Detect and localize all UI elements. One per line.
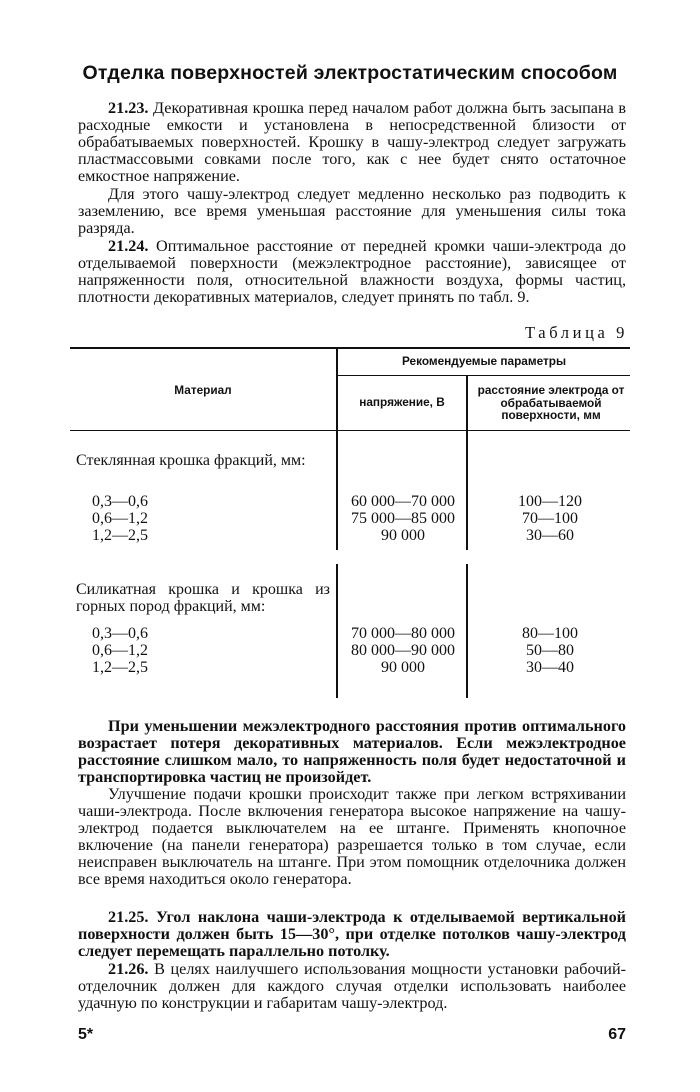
table-column-rule-2 [466, 376, 468, 550]
header-voltage: напряжение, В [359, 395, 445, 409]
table-label: Таблица 9 [525, 323, 628, 342]
paragraph-21-26 [78, 961, 626, 1012]
header-recommended-params: Рекомендуемые параметры [401, 354, 567, 368]
clause-number: 21.25. [108, 908, 149, 926]
paragraph-grounding: Для этого чашу-электрод следует медленно несколько раз подводить к заземлению, все время уменьшая расстояние для уменьшения силы тока разряда. [78, 185, 626, 238]
paragraph-21-24 [78, 238, 626, 306]
table-top-rule [70, 347, 630, 349]
section-title: Отделка поверхностей электростатическим способом [82, 62, 618, 84]
signature-mark: 5* [78, 1026, 94, 1043]
distance-cell: 70—100 [522, 510, 578, 527]
fraction-cell: 1,2—2,5 [92, 527, 148, 544]
voltage-cell: 80 000—90 000 [351, 642, 455, 659]
voltage-cell: 60 000—70 000 [351, 493, 455, 510]
paragraph-text: Декоративная крошка перед началом работ должна быть засыпана в расходные емкости и установлена в непосредственной близости от обрабатываемых поверхностей. Крошку в чашу-электрод следует загружать пластмассовыми совками после того, как с нее будет снято остаточное емкостное напряжение. [78, 99, 626, 186]
clause-number: 21.23. [108, 99, 149, 117]
table-header-rule [70, 430, 630, 431]
header-material: Материал [174, 383, 232, 397]
page-number: 67 [608, 1026, 626, 1043]
table-column-rule-1 [336, 349, 338, 550]
fraction-cell: 0,3—0,6 [92, 625, 148, 642]
paragraph-text: Оптимальное расстояние от передней кромки чаши-электрода до отделываемой поверхности (межэлектродное расстояние), зависящее от напряженности поля, относительной влажности воздуха, формы частиц, плотности декоративных материалов, следует принять по табл. 9. [78, 237, 627, 307]
paragraph-21-23 [78, 100, 626, 185]
distance-cell: 50—80 [526, 642, 574, 659]
paragraph-distance-loss: При уменьшении межэлектродного расстояния против оптимального возрастает потеря декоративных материалов. Если межэлектродное расстояние слишком мало, то напряженность поля будет недостаточной и транспортировка частиц не произойдет. [78, 717, 626, 787]
material-group-silicate: Силикатная крошка и крошка из горных пород фракций, мм: [76, 581, 330, 615]
header-distance: расстояние электрода от обрабатываемой поверхности, мм [477, 383, 625, 422]
paragraph-feed-improvement: Улучшение подачи крошки происходит также при легком встряхивании чаши-электрода. После включения генератора высокое напряжение на чашу-электрод подается выключателем на ее штанге. Применять кнопочное включение (на панели генератора) разрешается только в том случае, если неисправен выключатель на штанге. При этом помощник отделочника должен все время находиться около генератора. [78, 785, 626, 889]
distance-cell: 100—120 [518, 493, 582, 510]
table-column-rule-1b [336, 564, 338, 698]
clause-number: 21.24. [108, 237, 149, 255]
distance-cell: 30—60 [526, 527, 574, 544]
fraction-cell: 0,6—1,2 [92, 510, 148, 527]
paragraph-text: Угол наклона чаши-электрода к отделываемой вертикальной поверхности должен быть 15—30°, при отделке потолков чашу-электрод следует перемещать параллельно потолку. [78, 908, 627, 961]
voltage-cell: 70 000—80 000 [351, 625, 455, 642]
table-subheader-rule [338, 375, 630, 376]
voltage-cell: 90 000 [381, 527, 425, 544]
clause-number: 21.26. [108, 960, 149, 978]
voltage-cell: 90 000 [381, 659, 425, 676]
voltage-cell: 75 000—85 000 [351, 510, 455, 527]
fraction-cell: 1,2—2,5 [92, 659, 148, 676]
distance-cell: 80—100 [522, 625, 578, 642]
paragraph-21-25 [78, 909, 626, 960]
material-group-glass: Стеклянная крошка фракций, мм: [76, 452, 306, 469]
distance-cell: 30—40 [526, 659, 574, 676]
fraction-cell: 0,3—0,6 [92, 493, 148, 510]
fraction-cell: 0,6—1,2 [92, 642, 148, 659]
table-column-rule-2b [466, 564, 468, 698]
paragraph-text: В целях наилучшего использования мощности установки рабочий-отделочник должен для каждого случая отделки использовать наиболее удачную по конструкции и габаритам чашу-электрод. [78, 960, 626, 1013]
